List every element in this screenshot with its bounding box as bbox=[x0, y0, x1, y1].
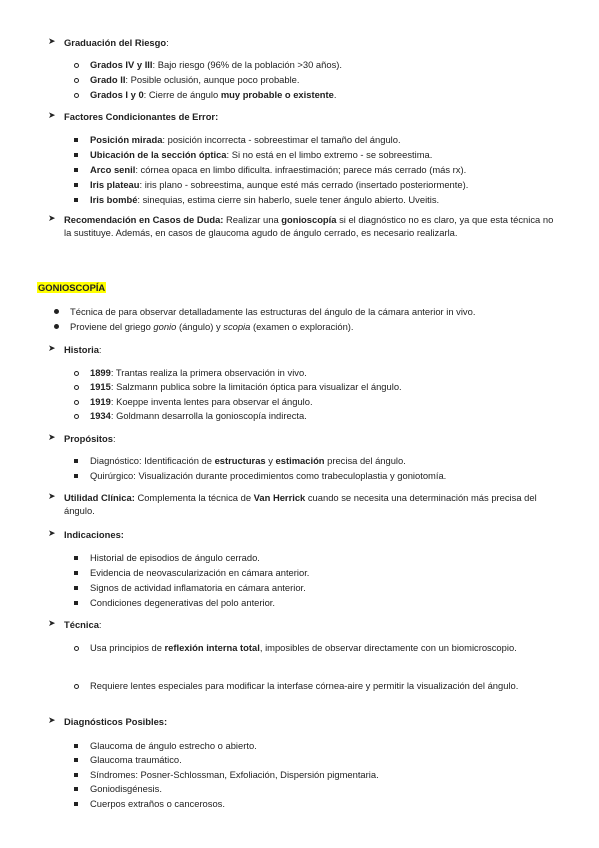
square-bullet-icon bbox=[74, 601, 78, 605]
purpose-text: y bbox=[265, 455, 276, 466]
arrow-bullet-icon: ➤ bbox=[48, 432, 56, 442]
recommend-label: Recomendación en Casos de Duda: bbox=[64, 214, 224, 225]
list-item bbox=[74, 396, 554, 409]
circle-bullet-icon bbox=[74, 684, 79, 689]
history-year: 1899 bbox=[90, 367, 111, 378]
list-item bbox=[74, 582, 554, 595]
clinical-label: Utilidad Clínica: bbox=[64, 492, 135, 503]
factor-name: Ubicación de la sección óptica bbox=[90, 149, 227, 160]
purpose-emphasis: estimación bbox=[275, 455, 325, 466]
list-item bbox=[74, 769, 554, 782]
indication-text: Signos de actividad inflamatoria en cámara anterior. bbox=[90, 582, 306, 593]
dot-bullet-icon bbox=[54, 309, 59, 314]
diagnosis-text: Goniodisgénesis. bbox=[90, 783, 162, 794]
intro-italic: scopia bbox=[223, 321, 251, 332]
list-item bbox=[74, 381, 554, 394]
section-factors-heading bbox=[48, 111, 558, 124]
risk-desc: : Posible oclusión, aunque poco probable. bbox=[125, 74, 300, 85]
history-desc: : Koeppe inventa lentes para observar el ángulo. bbox=[110, 396, 313, 407]
square-bullet-icon bbox=[74, 183, 78, 187]
list-item bbox=[74, 798, 554, 811]
factor-name: Iris bombé bbox=[90, 194, 138, 205]
arrow-bullet-icon: ➤ bbox=[48, 36, 56, 46]
risk-grade: Grado II bbox=[90, 74, 126, 85]
square-bullet-icon bbox=[74, 586, 78, 590]
circle-bullet-icon bbox=[74, 646, 79, 651]
factor-name: Iris plateau bbox=[90, 179, 140, 190]
list-item bbox=[54, 321, 564, 334]
intro-text: (examen o exploración). bbox=[250, 321, 354, 332]
intro-text: Técnica de para observar detalladamente las estructuras del ángulo de la cámara anterior in vivo. bbox=[70, 306, 476, 317]
arrow-bullet-icon: ➤ bbox=[48, 343, 56, 353]
factor-name: Posición mirada bbox=[90, 134, 163, 145]
list-item bbox=[74, 754, 554, 767]
indications-title: Indicaciones: bbox=[64, 529, 124, 540]
arrow-bullet-icon: ➤ bbox=[48, 110, 56, 120]
square-bullet-icon bbox=[74, 198, 78, 202]
list-item bbox=[74, 194, 554, 207]
risk-desc: : Bajo riesgo (96% de la población >30 años). bbox=[152, 59, 342, 70]
history-desc: : Trantas realiza la primera observación in vivo. bbox=[110, 367, 307, 378]
list-item bbox=[74, 89, 554, 102]
diagnosis-text: Glaucoma de ángulo estrecho o abierto. bbox=[90, 740, 257, 751]
purpose-text: Diagnóstico: Identificación de bbox=[90, 455, 215, 466]
circle-bullet-icon bbox=[74, 63, 79, 68]
arrow-bullet-icon: ➤ bbox=[48, 618, 56, 628]
diagnosis-text: Glaucoma traumático. bbox=[90, 754, 182, 765]
section-technique-heading: ➤ Técnica: bbox=[48, 618, 102, 630]
purposes-title: Propósitos bbox=[64, 433, 113, 444]
list-item bbox=[74, 642, 544, 655]
diagnosis-text: Cuerpos extraños o cancerosos. bbox=[90, 798, 225, 809]
clinical-emphasis: Van Herrick bbox=[253, 492, 306, 503]
circle-bullet-icon bbox=[74, 385, 79, 390]
list-item bbox=[74, 470, 554, 483]
clinical-text: Complementa la técnica de bbox=[134, 492, 254, 503]
history-year: 1915 bbox=[90, 381, 111, 392]
square-bullet-icon bbox=[74, 168, 78, 172]
diagnoses-title: Diagnósticos Posibles: bbox=[64, 716, 168, 727]
factor-desc: : córnea opaca en limbo dificulta. infraestimación; parece más cerrado (más rx). bbox=[135, 164, 467, 175]
technique-title: Técnica bbox=[64, 619, 99, 630]
purpose-text: precisa del ángulo. bbox=[324, 455, 406, 466]
list-item bbox=[74, 680, 554, 693]
list-item bbox=[74, 455, 554, 468]
section-diagnoses-heading bbox=[48, 716, 558, 729]
intro-text: (ángulo) y bbox=[176, 321, 224, 332]
history-year: 1934 bbox=[90, 410, 111, 421]
technique-text: Requiere lentes especiales para modificar la interfase córnea-aire y permitir la visualización del ángulo. bbox=[90, 680, 519, 691]
list-item bbox=[74, 410, 554, 423]
factor-desc: : sinequias, estima cierre sin haberlo, suele tener ángulo abierto. Uveitis. bbox=[137, 194, 440, 205]
section-indications-heading bbox=[48, 529, 558, 542]
purpose-emphasis: estructuras bbox=[214, 455, 266, 466]
list-item bbox=[74, 74, 554, 87]
arrow-bullet-icon: ➤ bbox=[48, 715, 56, 725]
recommend-text: Realizar una bbox=[223, 214, 282, 225]
list-item bbox=[74, 783, 554, 796]
indication-text: Historial de episodios de ángulo cerrado. bbox=[90, 552, 260, 563]
list-item bbox=[74, 740, 554, 753]
risk-title: Graduación del Riesgo bbox=[64, 37, 167, 48]
list-item bbox=[74, 367, 554, 380]
circle-bullet-icon bbox=[74, 400, 79, 405]
technique-text: Usa principios de bbox=[90, 642, 165, 653]
diagnosis-text: Síndromes: Posner-Schlossman, Exfoliación, Dispersión pigmentaria. bbox=[90, 769, 379, 780]
clinical-text: cuando se necesita una determinación más precisa del ángulo. bbox=[64, 492, 537, 516]
risk-grade: Grados I y 0 bbox=[90, 89, 144, 100]
history-desc: : Goldmann desarrolla la gonioscopía indirecta. bbox=[110, 410, 307, 421]
page-heading: GONIOSCOPÍA bbox=[38, 282, 106, 293]
square-bullet-icon bbox=[74, 571, 78, 575]
square-bullet-icon bbox=[74, 153, 78, 157]
indication-text: Condiciones degenerativas del polo anterior. bbox=[90, 597, 276, 608]
list-item bbox=[74, 597, 554, 610]
dot-bullet-icon bbox=[54, 324, 59, 329]
square-bullet-icon bbox=[74, 773, 78, 777]
technique-text: , imposibles de observar directamente con un biomicroscopio. bbox=[259, 642, 517, 653]
square-bullet-icon bbox=[74, 758, 78, 762]
punct: . bbox=[333, 89, 337, 100]
circle-bullet-icon bbox=[74, 78, 79, 83]
list-item bbox=[74, 59, 554, 72]
square-bullet-icon bbox=[74, 802, 78, 806]
recommend-text: si el diagnóstico no es claro, ya que esta técnica no la sustituye. Además, en casos de glaucoma agudo de ángulo cerrado, es necesario realizarla. bbox=[64, 214, 554, 238]
intro-text: Proviene del griego bbox=[70, 321, 154, 332]
square-bullet-icon bbox=[74, 556, 78, 560]
factors-title: Factores Condicionantes de Error: bbox=[64, 111, 219, 122]
factor-name: Arco senil bbox=[90, 164, 136, 175]
list-item bbox=[74, 149, 554, 162]
indication-text: Evidencia de neovascularización en cámara anterior. bbox=[90, 567, 310, 578]
section-risk-heading: ➤ Graduación del Riesgo: bbox=[48, 36, 169, 48]
list-item bbox=[74, 552, 554, 565]
risk-desc: : Cierre de ángulo bbox=[143, 89, 221, 100]
history-desc: : Salzmann publica sobre la limitación óptica para visualizar el ángulo. bbox=[110, 381, 402, 392]
arrow-bullet-icon: ➤ bbox=[48, 213, 56, 223]
recommend-emphasis: gonioscopía bbox=[281, 214, 337, 225]
square-bullet-icon bbox=[74, 787, 78, 791]
factor-desc: : Si no está en el limbo extremo - se sobreestima. bbox=[226, 149, 433, 160]
factor-desc: : iris plano - sobreestima, aunque esté más cerrado (insertado posteriormente). bbox=[139, 179, 469, 190]
list-item bbox=[74, 164, 554, 177]
risk-grade: Grados IV y III bbox=[90, 59, 153, 70]
square-bullet-icon bbox=[74, 744, 78, 748]
section-heading bbox=[37, 282, 106, 295]
square-bullet-icon bbox=[74, 138, 78, 142]
circle-bullet-icon bbox=[74, 414, 79, 419]
technique-emphasis: reflexión interna total bbox=[164, 642, 260, 653]
circle-bullet-icon bbox=[74, 371, 79, 376]
square-bullet-icon bbox=[74, 474, 78, 478]
purpose-text: Quirúrgico: Visualización durante procedimientos como trabeculoplastia y goniotomía. bbox=[90, 470, 447, 481]
section-clinical bbox=[48, 492, 558, 517]
section-history-heading: ➤ Historia: bbox=[48, 343, 102, 355]
intro-italic: gonio bbox=[153, 321, 177, 332]
section-recommendation bbox=[48, 214, 558, 239]
list-item bbox=[74, 567, 554, 580]
circle-bullet-icon bbox=[74, 93, 79, 98]
history-year: 1919 bbox=[90, 396, 111, 407]
factor-desc: : posición incorrecta - sobreestimar el tamaño del ángulo. bbox=[162, 134, 401, 145]
list-item bbox=[54, 306, 564, 319]
history-title: Historia bbox=[64, 344, 99, 355]
square-bullet-icon bbox=[74, 459, 78, 463]
arrow-bullet-icon: ➤ bbox=[48, 528, 56, 538]
arrow-bullet-icon: ➤ bbox=[48, 491, 56, 501]
section-purposes-heading: ➤ Propósitos: bbox=[48, 432, 116, 444]
risk-emphasis: muy probable o existente bbox=[220, 89, 334, 100]
list-item bbox=[74, 179, 554, 192]
list-item bbox=[74, 134, 554, 147]
